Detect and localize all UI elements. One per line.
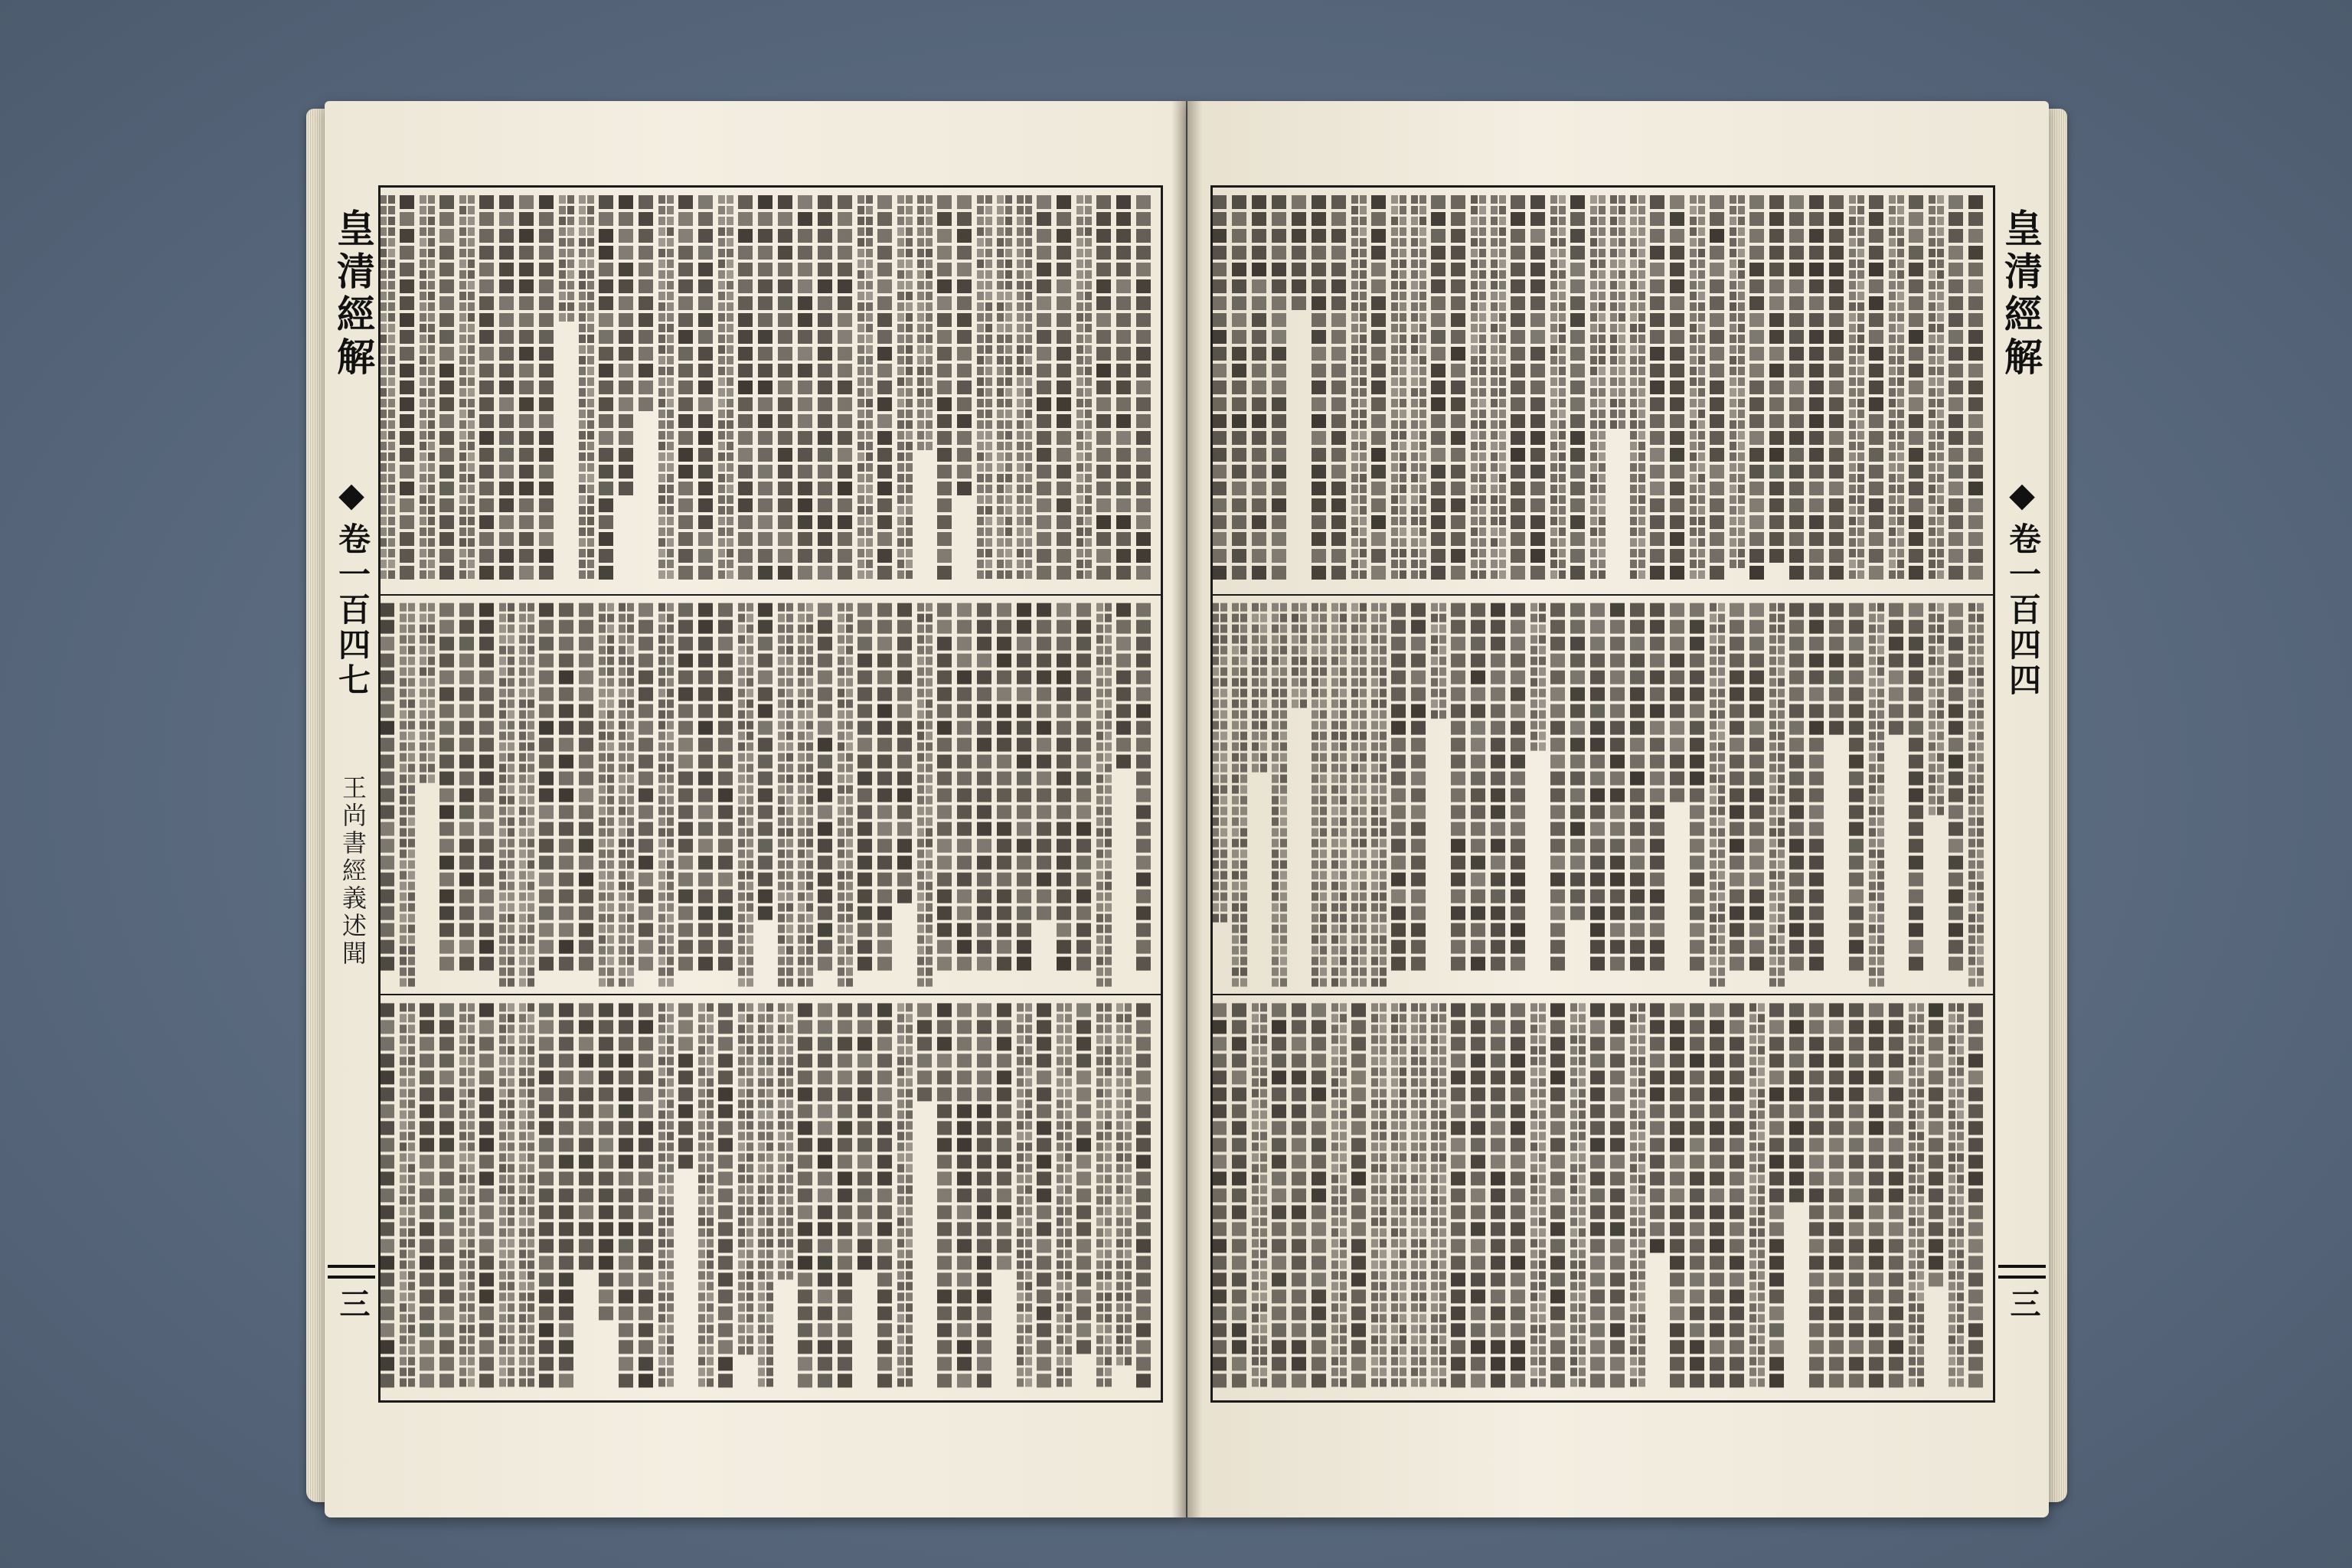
left-page-work-title: 王尚書經義述聞 [338,775,368,968]
left-page [325,101,1186,1517]
left-page-folio: 三 [335,1288,371,1318]
left-page-collection-title: 皇清經解 [331,208,376,380]
right-page [1187,101,2049,1517]
left-page-margin-heading [325,185,378,1441]
right-page-volume: 卷一百四四 [2004,522,2042,698]
left-page-volume: 卷一百四七 [334,522,371,698]
fishtail-bottom-mark [328,1265,375,1279]
fishtail-bottom-mark [1998,1265,2046,1279]
right-page-text-frame [1210,185,1995,1403]
right-page-folio: 三 [2005,1288,2041,1318]
open-book [306,86,2067,1563]
fishtail-mark-icon: ◆ [338,475,364,514]
fishtail-mark-icon: ◆ [2009,475,2035,514]
right-page-collection-title: 皇清經解 [1998,208,2043,380]
body-text-glyph-columns [1213,188,1993,1400]
left-page-text-frame [378,185,1163,1403]
body-text-glyph-columns [381,188,1161,1400]
right-page-margin-heading [1995,185,2049,1441]
